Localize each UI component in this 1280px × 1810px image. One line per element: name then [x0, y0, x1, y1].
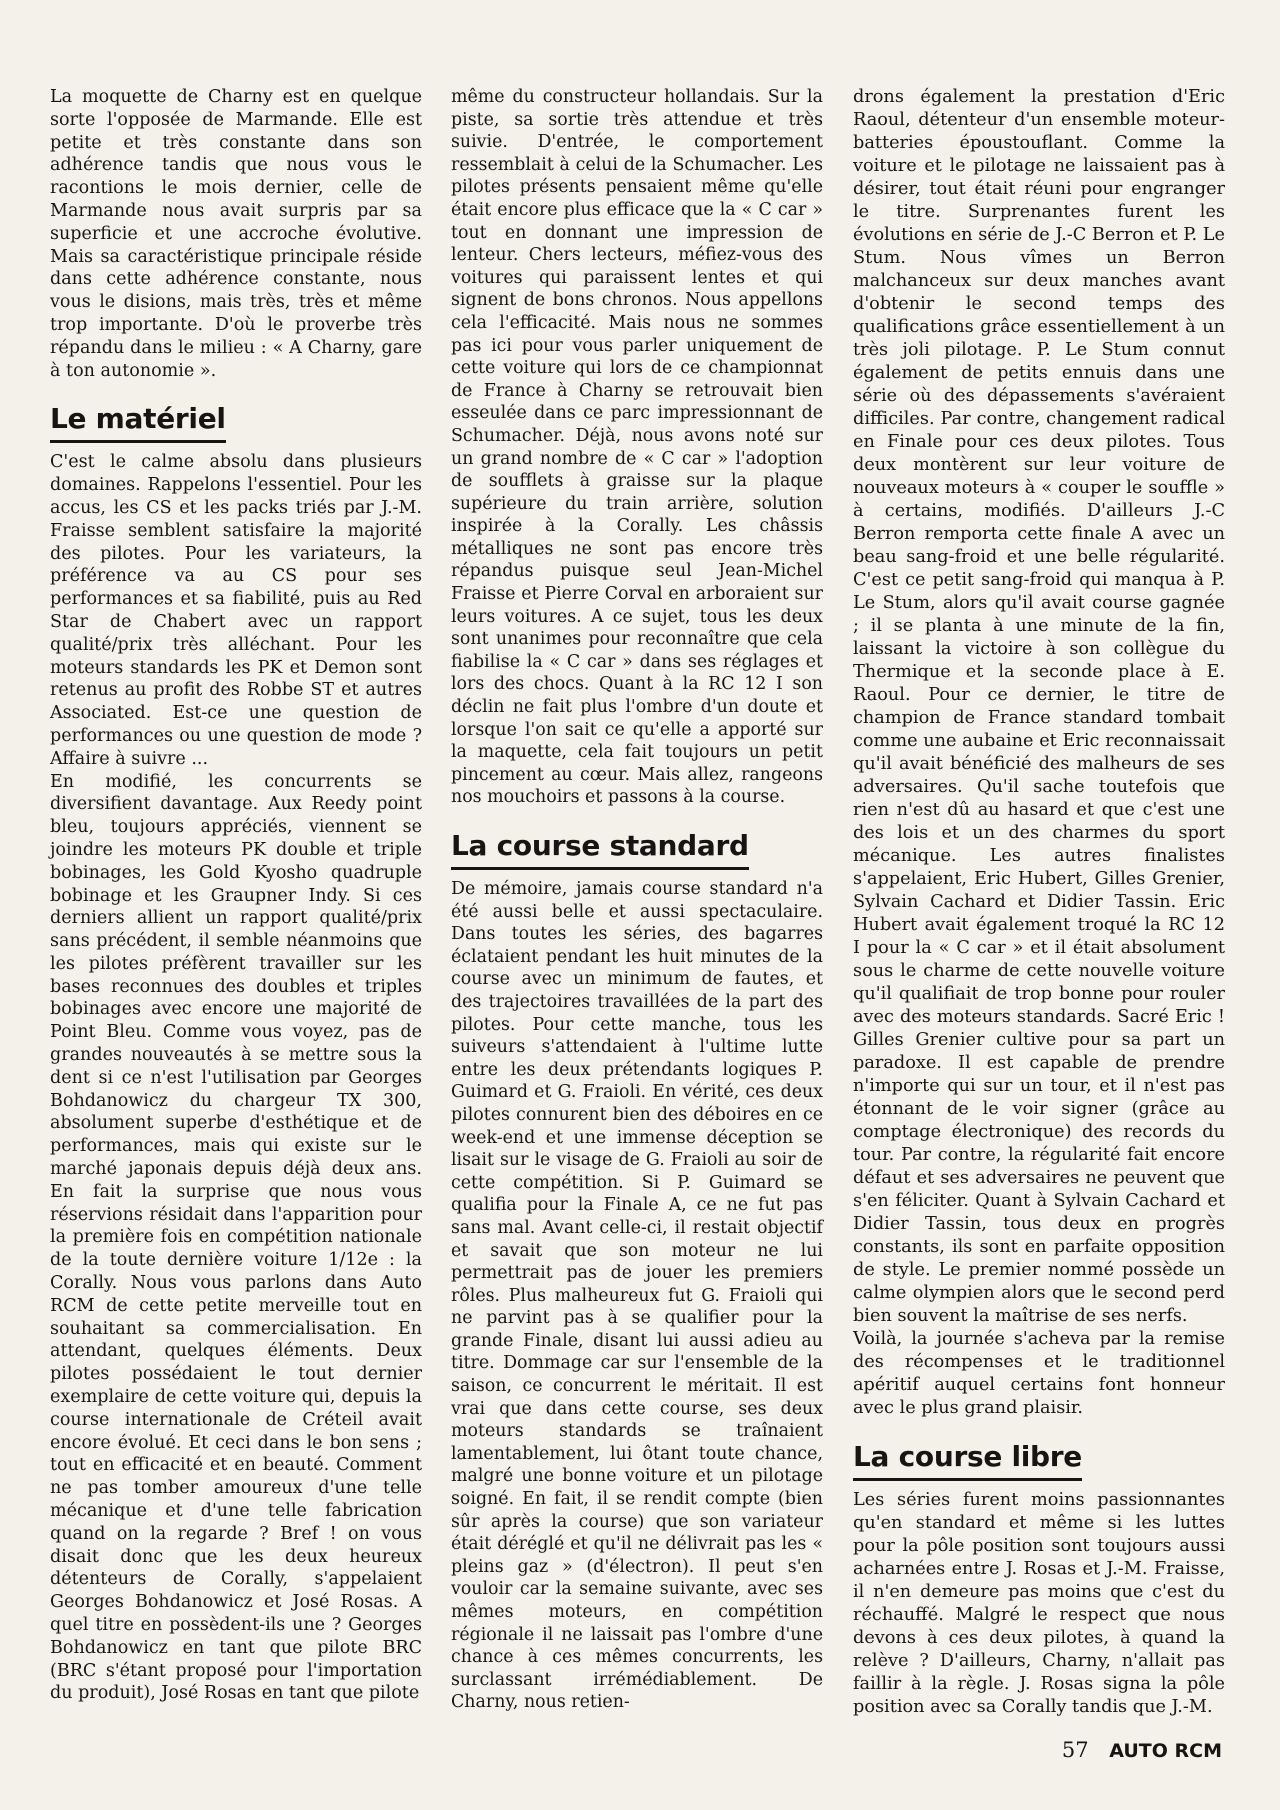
paragraph: drons également la prestation d'Eric Raoul, détenteur d'un ensemble moteur-batteries époustouflant. Comme la voiture et le pilotage ne laissaient pas à désirer, tout était réuni pour engranger le titre. Surprenantes furent les évolutions en série de J.-C Berron et P. Le Stum. Nous vîmes un Berron malchanceux sur deux manches avant d'obtenir le second temps des qualifications grâce essentiellement à un très joli pilotage. P. Le Stum connut également de petits ennuis dans une série où des dépassements s'avéraient difficiles. Par contre, changement radical en Finale pour ces deux pilotes. Tous deux montèrent sur leur voiture de nouveaux moteurs à « couper le souffle » à certains, modifiés. D'ailleurs J.-C Berron remporta cette finale A avec un beau sang-froid et une belle régularité. C'est ce petit sang-froid qui manqua à P. Le Stum, alors qu'il avait course gagnée ; il se planta à une minute de la fin, laissant la victoire à son collègue du Thermique et la seconde place à E. Raoul. Pour ce dernier, le titre de champion de France standard tombait comme une aubaine et Eric reconnaissait qu'il avait bénéficié des malheurs de ses adversaires. Qu'il sache toutefois que rien n'est dû au hasard et que c'est une des lois et un des charmes du sport mécanique. Les autres finalistes s'appelaient, Eric Hubert, Gilles Grenier, Sylvain Cachard et Didier Tassin. Eric Hubert avait également troqué la RC 12 I pour la « C car » et il était absolument sous le charme de cette nouvelle voiture qu'il qualifiait de trop bonne pour rouler avec des moteurs standards. Sacré Eric ! Gilles Grenier cultive pour sa part un paradoxe. Il est capable de prendre n'importe qui sur un tour, et il n'est pas étonnant de le voir signer (grâce au comptage électronique) des records du tour. Par contre, la régularité fait encore défaut et ses adversaires ne peuvent que s'en féliciter. Quant à Sylvain Cachard et Didier Tassin, tous deux en progrès constants, ils sont en parfaite opposition de style. Le premier nommé possède un calme olympien alors que le second perd bien souvent la maîtrise de ses nerfs.	[853, 87, 1225, 1326]
paragraph: La moquette de Charny est en quelque sorte l'opposée de Marmande. Elle est petite et très constante dans son adhérence tandis que nous vous le racontions le mois dernier, celle de Marmande nous avait surpris par sa superficie et une accroche évolutive. Mais sa caractéristique principale réside dans cette adhérence constante, nous vous le disions, mais très, très et même trop importante. D'où le proverbe très répandu dans le milieu : « A Charny, gare à ton autonomie ».	[50, 87, 422, 381]
page-number: 57	[1061, 1738, 1089, 1762]
paragraph: Les séries furent moins passionnantes qu'en standard et même si les luttes pour la pôle position sont toujours aussi acharnées entre J. Rosas et J.-M. Fraisse, il n'en demeure pas moins que c'est du réchauffé. Malgré le respect que nous devons à ces deux pilotes, à quand la relève ? D'ailleurs, Charny, n'allait pas faillir à la règle. J. Rosas signa la pôle position avec sa Corally tandis que J.-M.	[853, 1490, 1225, 1717]
paragraph: Voilà, la journée s'acheva par la remise des récompenses et le traditionnel apéritif auquel certains font honneur avec le plus grand plaisir.	[853, 1329, 1225, 1418]
text-column-2	[451, 86, 823, 1714]
section-heading: La course libre	[853, 1440, 1082, 1481]
text-column-1	[50, 86, 422, 1705]
paragraph: C'est le calme absolu dans plusieurs domaines. Rappelons l'essentiel. Pour les accus, les CS et les packs triés par J.-M. Fraisse semblent satisfaire la majorité des pilotes. Pour les variateurs, la préférence va au CS pour ses performances et sa fiabilité, puis au Red Star de Chabert avec un rapport qualité/prix très alléchant. Pour les moteurs standards les PK et Demon sont retenus au profit des Robbe ST et autres Associated. Est-ce une question de performances ou une question de mode ? Affaire à suivre ...	[50, 452, 422, 769]
paragraph: même du constructeur hollandais. Sur la piste, sa sortie très attendue et très suivie. D'entrée, le comportement ressemblait à celui de la Schumacher. Les pilotes présents pensaient même qu'elle était encore plus efficace que la « C car » tout en donnant une impression de lenteur. Chers lecteurs, méfiez-vous des voitures qui paraissent lentes et qui signent de bons chronos. Nous appellons cela l'efficacité. Mais nous ne sommes pas ici pour vous parler uniquement de cette voiture qui lors de ce championnat de France à Charny se retrouvait bien esseulée dans ce parc impressionnant de Schumacher. Déjà, nous avons noté sur un grand nombre de « C car » l'adoption de soufflets à graisse sur la plaque supérieure du train arrière, solution inspirée à la Corally. Les châssis métalliques ne sont pas encore très répandus puisque seul Jean-Michel Fraisse et Pierre Corval en arboraient sur leurs voitures. A ce sujet, tous les deux sont unanimes pour reconnaître que cela fiabilise la « C car » dans ses réglages et lors des chocs. Quant à la RC 12 I son déclin ne fait plus l'ombre d'un doute et lorsque l'on sait ce qu'elle a apporté sur la maquette, cela fait toujours un petit pincement au cœur. Mais allez, rangeons nos mouchoirs et passons à la course.	[451, 87, 823, 808]
paragraph: En modifié, les concurrents se diversifient davantage. Aux Reedy point bleu, toujours appréciés, viennent se joindre les moteurs PK double et triple bobinages, les Gold Kyosho quadruple bobinage et les Graupner Indy. Si ces derniers allient un rapport qualité/prix sans précédent, il semble néanmoins que les pilotes préfèrent travailler sur les bases reconnues des doubles et triples bobinages avec encore une majorité de Point Bleu. Comme vous voyez, pas de grandes nouveautés à se mettre sous la dent si ce n'est l'utilisation par Georges Bohdanowicz du chargeur TX 300, absolument superbe d'esthétique et de performances, mais qui existe sur le marché japonais depuis déjà deux ans. En fait la surprise que nous vous réservions résidait dans l'apparition pour la première fois en compétition nationale de la toute dernière voiture 1/12e : la Corally. Nous vous parlons dans Auto RCM de cette petite merveille tout en souhaitant sa commercialisation. En attendant, quelques éléments. Deux pilotes possédaient le tout dernier exemplaire de cette voiture qui, depuis la course internationale de Créteil avait encore évolué. Et ceci dans le bon sens ; tout en efficacité et en beauté. Comment ne pas tomber amoureux d'une telle mécanique et d'une telle fabrication quand on la regarde ? Bref ! on vous disait donc que les deux heureux détenteurs de Corally, s'appelaient Georges Bohdanowicz et José Rosas. A quel titre en possèdent-ils une ? Georges Bohdanowicz en tant que pilote BRC (BRC s'étant proposé pour l'importation du produit), José Rosas en tant que pilote	[50, 771, 422, 1704]
page-footer	[1062, 1738, 1222, 1762]
paragraph: De mémoire, jamais course standard n'a été aussi belle et aussi spectaculaire. Dans toutes les séries, des bagarres éclataient pendant les huit minutes de la course avec un minimum de fautes, et des trajectoires travaillées de la part des pilotes. Pour cette manche, tous les suiveurs s'attendaient à l'ultime lutte entre les deux prétendants logiques P. Guimard et G. Fraioli. En vérité, ces deux pilotes connurent bien des déboires en ce week-end et une immense déception se lisait sur le visage de G. Fraioli au soir de cette compétition. Si P. Guimard se qualifia pour la Finale A, ce ne fut pas sans mal. Avant celle-ci, il restait objectif et savait que son moteur ne lui permettrait pas de jouer les premiers rôles. Plus malheureux fut G. Fraioli qui ne parvint pas à se qualifier pour la grande Finale, disant lui aussi adieu au titre. Dommage car sur l'ensemble de la saison, ce concurrent le méritait. Il est vrai que dans cette course, ses deux moteurs standards se traînaient lamentablement, lui ôtant toute chance, malgré une bonne voiture et un pilotage soigné. En fait, il se rendit compte (bien sûr après la course) que son variateur était déréglé et qu'il ne délivrait pas les « pleins gaz » (d'électron). Il peut s'en vouloir car la semaine suivante, avec ses mêmes moteurs, en compétition régionale il ne laissait pas l'ombre d'une chance à ces mêmes concurrents, les surclassant irrémédiablement. De Charny, nous retien-	[451, 879, 823, 1713]
section-heading: La course standard	[451, 829, 749, 870]
text-column-3	[853, 86, 1225, 1719]
magazine-name: AUTO RCM	[1109, 1740, 1222, 1762]
section-heading: Le matériel	[50, 402, 226, 443]
